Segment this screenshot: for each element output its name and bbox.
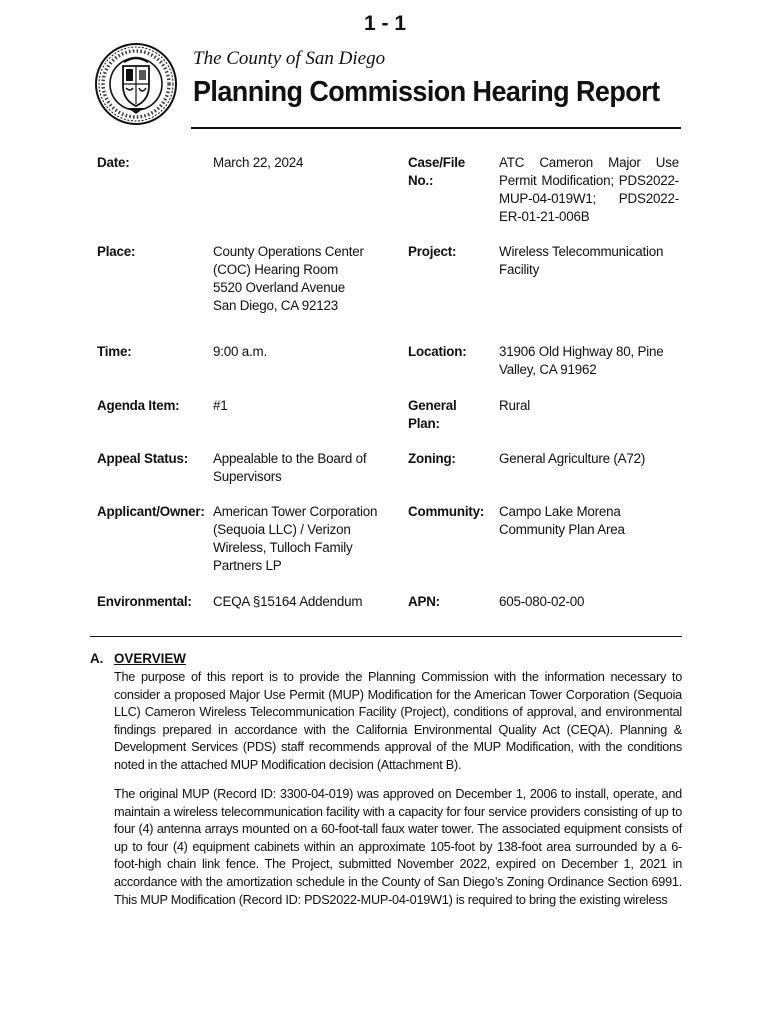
date-value: March 22, 2024	[213, 155, 304, 170]
date-label: Date:	[97, 155, 130, 170]
zoning-label: Zoning:	[408, 451, 456, 466]
location-value: 31906 Old Highway 80, Pine Valley, CA 91962	[499, 344, 664, 377]
time-label: Time:	[97, 344, 132, 359]
apn-value: 605-080-02-00	[499, 594, 585, 609]
section-heading: OVERVIEW	[114, 651, 186, 666]
agenda-item-value: #1	[213, 398, 228, 413]
page-number: 1 - 1	[363, 12, 407, 35]
header-divider	[191, 127, 681, 129]
applicant-owner-label: Applicant/Owner:	[97, 504, 205, 519]
environmental-label: Environmental:	[97, 594, 192, 609]
overview-paragraph-1: The purpose of this report is to provide the Planning Commission with the information necessary to consider a proposed Major Use Permit (MUP) Modification for the American Tower Corporation (Sequoia LLC) Cameron Wireless Telecommunication Facility (Project), conditions of approval, and environmental findings prepared in accordance with the California Environmental Quality Act (CEQA). Planning & Development Services (PDS) staff recommends approval of the MUP Modification, with the conditions noted in the attached MUP Modification decision (Attachment B).	[114, 670, 682, 772]
applicant-owner-value: American Tower Corporation (Sequoia LLC) / Verizon Wireless, Tulloch Family Partners LP	[213, 504, 378, 573]
community-value: Campo Lake Morena Community Plan Area	[499, 504, 625, 537]
zoning-value: General Agriculture (A72)	[499, 451, 646, 466]
environmental-value: CEQA §15164 Addendum	[213, 594, 363, 609]
community-label: Community:	[408, 504, 485, 519]
case-file-value: ATC Cameron Major Use Permit Modification; PDS2022-MUP-04-019W1; PDS2022-ER-01-21-006B	[499, 155, 679, 224]
place-label: Place:	[97, 244, 136, 259]
general-plan-label: General Plan:	[408, 398, 457, 431]
county-seal-icon	[94, 42, 178, 126]
project-label: Project:	[408, 244, 457, 259]
section-letter: A.	[90, 651, 104, 666]
details-divider	[90, 636, 682, 637]
overview-paragraph-2: The original MUP (Record ID: 3300-04-019) was approved on December 1, 2006 to install, operate, and maintain a wireless telecommunication facility with a capacity for four service providers consisting of up to four (4) antenna arrays mounted on a 60-foot-tall faux water tower. The associated equipment consists of up to four (4) equipment cabinets within an approximate 105-foot by 138-foot area surrounded by a 6-foot-high chain link fence. The Project, submitted November 2022, expired on December 1, 2021 in accordance with the amortization schedule in the County of San Diego’s Zoning Ordinance Section 6991. This MUP Modification (Record ID: PDS2022-MUP-04-019W1) is required to bring the existing wireless	[114, 787, 682, 907]
county-name: The County of San Diego	[193, 48, 386, 69]
appeal-status-label: Appeal Status:	[97, 451, 188, 466]
report-title: Planning Commission Hearing Report	[193, 76, 660, 108]
apn-label: APN:	[408, 594, 440, 609]
appeal-status-value: Appealable to the Board of Supervisors	[213, 451, 367, 484]
location-label: Location:	[408, 344, 467, 359]
agenda-item-label: Agenda Item:	[97, 398, 180, 413]
time-value: 9:00 a.m.	[213, 344, 268, 359]
project-value: Wireless Telecommunication Facility	[499, 244, 664, 277]
case-file-label: Case/File No.:	[408, 155, 465, 188]
place-value: County Operations Center (COC) Hearing Room 5520 Overland Avenue San Diego, CA 92123	[213, 244, 364, 313]
general-plan-value: Rural	[499, 398, 530, 413]
